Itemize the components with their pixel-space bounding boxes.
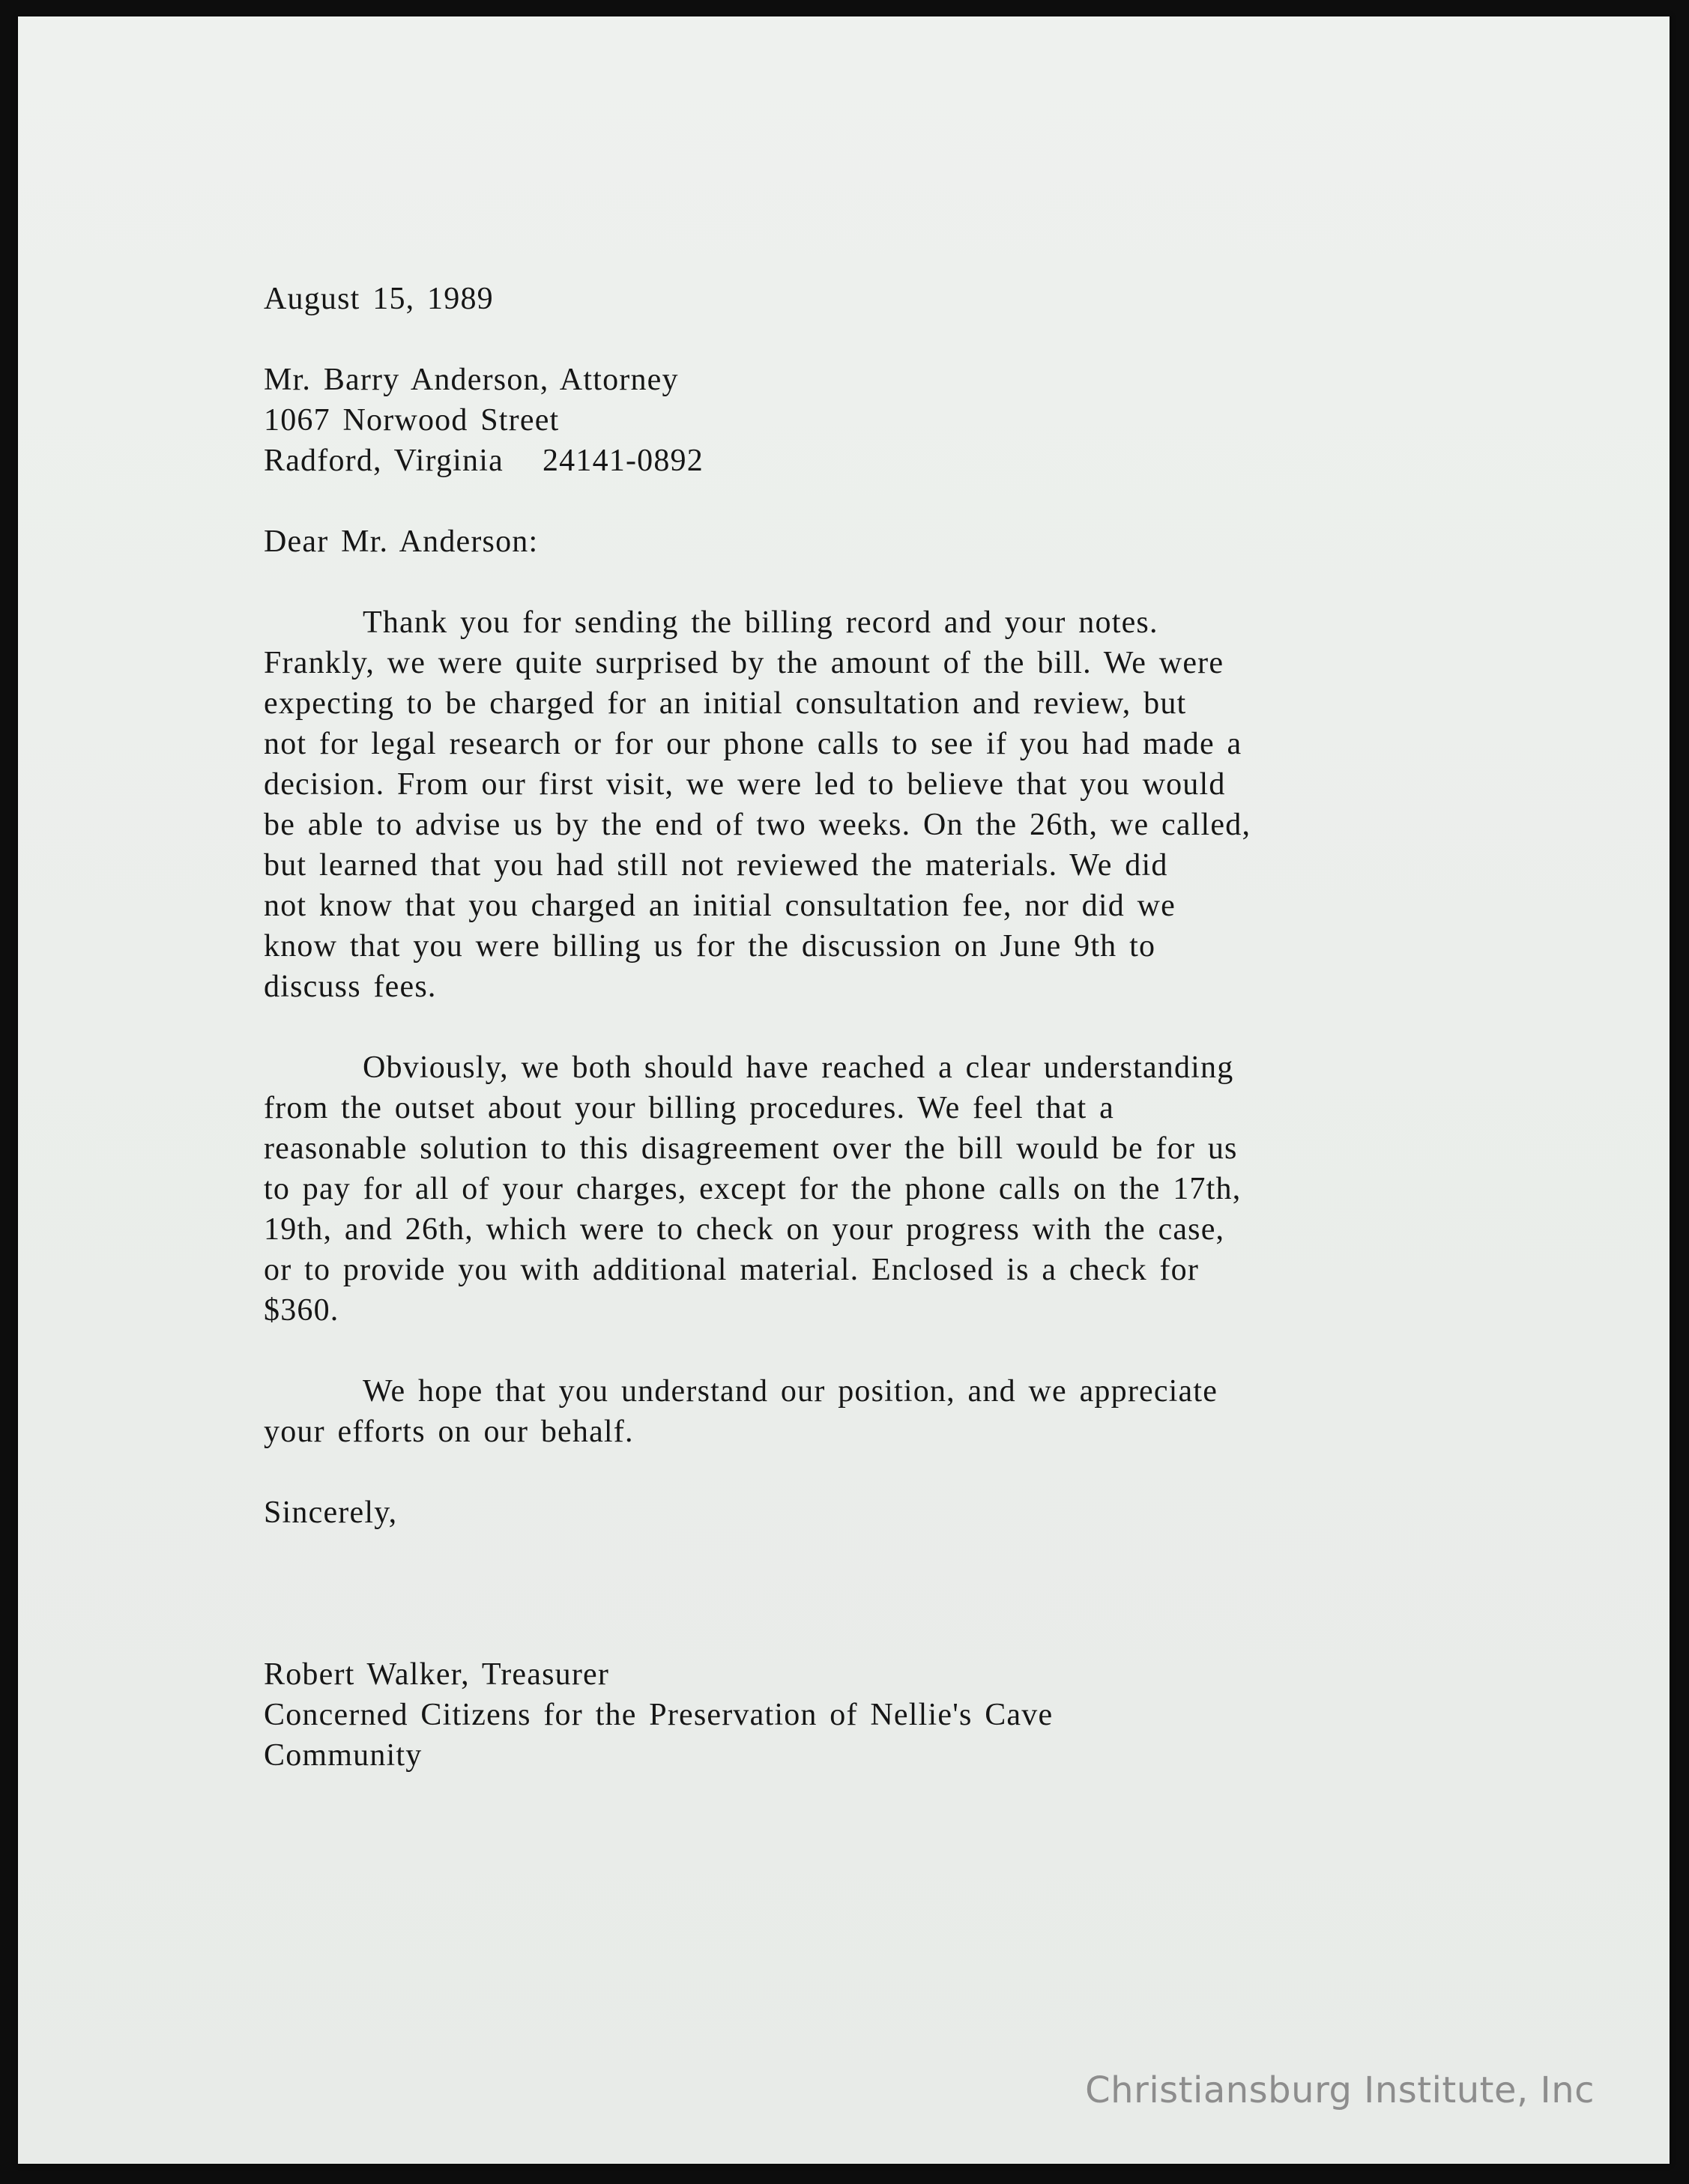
- signer-organization-cont: Community: [264, 1738, 423, 1773]
- recipient-street: 1067 Norwood Street: [264, 403, 560, 438]
- paragraph-line: know that you were billing us for the discussion on June 9th to: [264, 929, 1156, 964]
- paragraph-2: [264, 1047, 1493, 1331]
- paragraph-line: [264, 602, 1493, 643]
- paragraph-text: We hope that you understand our position, and we appreciate: [363, 1374, 1218, 1409]
- signer-organization: Concerned Citizens for the Preservation of Nellie's Cave: [264, 1698, 1054, 1732]
- paragraph-line: [264, 1371, 1493, 1412]
- paragraph-line: to pay for all of your charges, except for the phone calls on the 17th,: [264, 1172, 1242, 1206]
- signature-block: [264, 1654, 1493, 1776]
- paragraph-line: not know that you charged an initial consultation fee, nor did we: [264, 889, 1176, 923]
- recipient-city-state: Radford, Virginia: [264, 444, 504, 478]
- watermark: Christiansburg Institute, Inc: [1085, 2069, 1595, 2111]
- letter-page: [18, 16, 1670, 2164]
- paragraph-line: $360.: [264, 1293, 339, 1328]
- signer-name: Robert Walker, Treasurer: [264, 1657, 610, 1692]
- paragraph-line: be able to advise us by the end of two weeks. On the 26th, we called,: [264, 808, 1251, 842]
- paragraph-3: [264, 1371, 1493, 1452]
- paragraph-line: from the outset about your billing procedures. We feel that a: [264, 1091, 1114, 1125]
- recipient-address: [264, 360, 1493, 481]
- paragraph-text: Obviously, we both should have reached a clear understanding: [363, 1050, 1234, 1085]
- paragraph-line: discuss fees.: [264, 970, 437, 1004]
- paragraph-line: decision. From our first visit, we were led to believe that you would: [264, 767, 1226, 802]
- paragraph-line: reasonable solution to this disagreement over the bill would be for us: [264, 1131, 1238, 1166]
- paragraph-line: not for legal research or for our phone calls to see if you had made a: [264, 727, 1242, 761]
- letter-body: [264, 279, 1493, 1776]
- paragraph-line: or to provide you with additional material. Enclosed is a check for: [264, 1253, 1200, 1287]
- recipient-zip: 24141-0892: [542, 444, 704, 478]
- recipient-city-line: [264, 441, 1493, 481]
- paragraph-line: your efforts on our behalf.: [264, 1415, 634, 1449]
- recipient-name: Mr. Barry Anderson, Attorney: [264, 363, 679, 397]
- letter-date: August 15, 1989: [264, 282, 494, 316]
- paragraph-line: [264, 1047, 1493, 1088]
- closing: Sincerely,: [264, 1495, 398, 1530]
- paragraph-text: Thank you for sending the billing record and your notes.: [363, 605, 1158, 640]
- salutation: Dear Mr. Anderson:: [264, 524, 539, 559]
- paragraph-line: Frankly, we were quite surprised by the amount of the bill. We were: [264, 646, 1224, 680]
- paragraph-1: [264, 602, 1493, 1007]
- paragraph-line: but learned that you had still not reviewed the materials. We did: [264, 848, 1168, 883]
- paragraph-line: expecting to be charged for an initial consultation and review, but: [264, 686, 1187, 721]
- paragraph-line: 19th, and 26th, which were to check on your progress with the case,: [264, 1212, 1225, 1247]
